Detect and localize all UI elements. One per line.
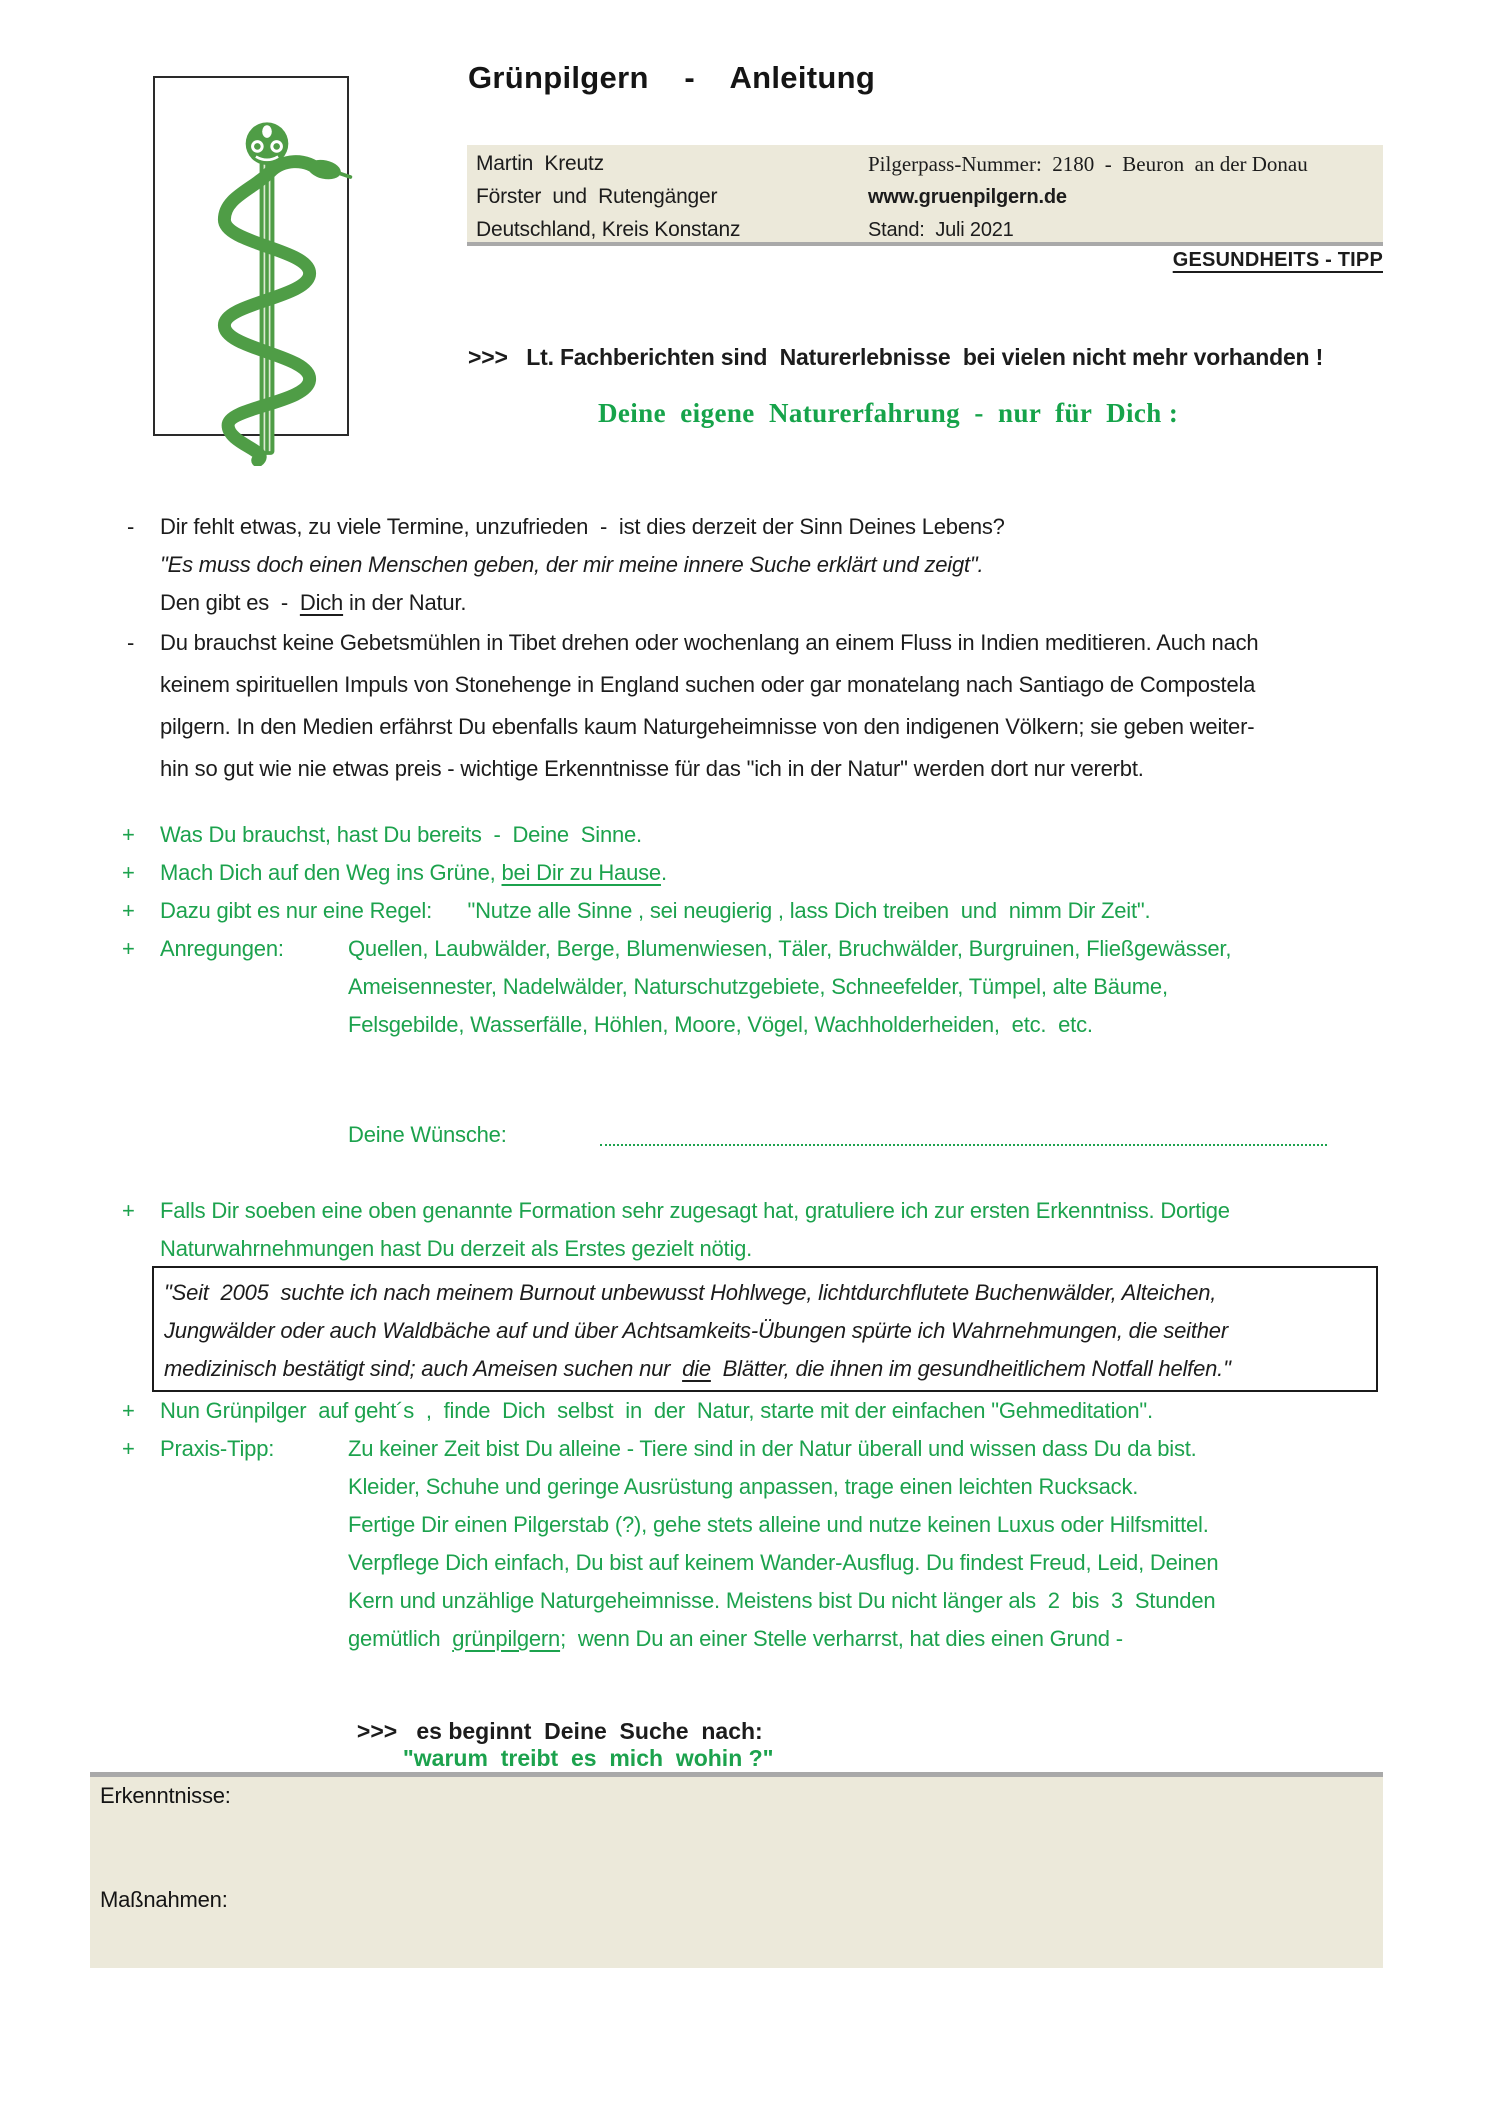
green-line: Verpflege Dich einfach, Du bist auf keinem Wander-Ausflug. Du findest Freud, Leid, Deinen: [348, 1550, 1219, 1575]
footer-box: [90, 1772, 1383, 1968]
green-line: Felsgebilde, Wasserfälle, Höhlen, Moore, Vögel, Wachholderheiden, etc. etc.: [348, 1012, 1093, 1037]
search-line-black: >>> es beginnt Deine Suche nach:: [356, 1718, 763, 1744]
green-line: Falls Dir soeben eine oben genannte Formation sehr zugesagt hat, gratuliere ich zur ersten Erkenntniss. Dortige: [160, 1198, 1230, 1223]
plus-bullet-marker: +: [122, 1398, 135, 1423]
dash-bullet-marker: -: [127, 514, 135, 539]
plus-bullet-marker: +: [122, 860, 135, 885]
massnahmen-label: Maßnahmen:: [100, 1887, 228, 1912]
underlined-word: die: [682, 1356, 711, 1381]
wishes-label: Deine Wünsche:: [348, 1122, 507, 1147]
quote-line: Jungwälder oder auch Waldbäche auf und über Achtsamkeits-Übungen spürte ich Wahrnehmungen, die seither: [164, 1318, 1228, 1343]
contact-name: Martin Kreutz: [476, 152, 604, 175]
quote-box: [152, 1266, 1378, 1392]
plus-bullet-marker: +: [122, 1198, 135, 1223]
green-line: gemütlich grünpilgern; wenn Du an einer Stelle verharrst, hat dies einen Grund -: [348, 1626, 1123, 1651]
underlined-word: grünpilgern: [452, 1626, 561, 1651]
green-line: Quellen, Laubwälder, Berge, Blumenwiesen, Täler, Bruchwälder, Burgruinen, Fließgewässer,: [348, 936, 1232, 961]
praxis-tipp-label: Praxis-Tipp:: [160, 1436, 275, 1461]
green-line: Was Du brauchst, hast Du bereits - Deine Sinne.: [160, 822, 642, 847]
plus-bullet-marker: +: [122, 936, 135, 961]
body-line: Du brauchst keine Gebetsmühlen in Tibet drehen oder wochenlang an einem Fluss in Indien meditieren. Auch nach: [160, 630, 1259, 655]
green-line: Kleider, Schuhe und geringe Ausrüstung anpassen, trage einen leichten Rucksack.: [348, 1474, 1139, 1499]
green-line: Kern und unzählige Naturgeheimnisse. Meistens bist Du nicht länger als 2 bis 3 Stunden: [348, 1588, 1216, 1613]
plus-bullet-marker: +: [122, 1436, 135, 1461]
stand-line: Stand: Juli 2021: [868, 219, 1014, 241]
body-line: pilgern. In den Medien erfährst Du ebenfalls kaum Naturgeheimnisse von den indigenen Völkern; sie geben weiter-: [160, 714, 1255, 739]
logo-box: [153, 76, 349, 436]
wishes-dotted-line: [600, 1128, 1327, 1146]
erkenntnisse-label: Erkenntnisse:: [100, 1783, 231, 1808]
quote-line: medizinisch bestätigt sind; auch Ameisen suchen nur die Blätter, die ihnen im gesundheitlichem Notfall helfen.": [164, 1356, 1231, 1381]
search-line: [348, 1700, 774, 1772]
search-line-green: "warum treibt es mich wohin ?": [402, 1745, 774, 1771]
contact-region: Deutschland, Kreis Konstanz: [476, 218, 741, 241]
rod-of-asclepius-icon: [155, 453, 361, 488]
info-box: [467, 145, 1383, 246]
plus-bullet-marker: +: [122, 822, 135, 847]
plus-bullet-marker: +: [122, 898, 135, 923]
quote-line: "Seit 2005 suchte ich nach meinem Burnout unbewusst Hohlwege, lichtdurchflutete Buchenwälder, Alteichen,: [164, 1280, 1217, 1305]
green-line: Fertige Dir einen Pilgerstab (?), gehe stets alleine und nutze keinen Luxus oder Hilfsmittel.: [348, 1512, 1209, 1537]
green-line: Ameisennester, Nadelwälder, Naturschutzgebiete, Schneefelder, Tümpel, alte Bäume,: [348, 974, 1168, 999]
body-line: keinem spirituellen Impuls von Stonehenge in England suchen oder gar monatelang nach Santiago de Compostela: [160, 672, 1256, 697]
anregungen-label: Anregungen:: [160, 936, 284, 961]
body-line: Dir fehlt etwas, zu viele Termine, unzufrieden - ist dies derzeit der Sinn Deines Lebens?: [160, 514, 1005, 539]
green-line: Dazu gibt es nur eine Regel: "Nutze alle Sinne , sei neugierig , lass Dich treiben und nimm Dir Zeit".: [160, 898, 1151, 923]
body-line-quote: "Es muss doch einen Menschen geben, der mir meine innere Suche erklärt und zeigt".: [160, 552, 984, 577]
headline: Deine eigene Naturerfahrung - nur für Dich :: [598, 398, 1179, 428]
underlined-word: Dich: [299, 590, 344, 615]
body-line: Den gibt es - Dich in der Natur.: [160, 590, 467, 615]
green-line: Naturwahrnehmungen hast Du derzeit als Erstes gezielt nötig.: [160, 1236, 753, 1261]
green-line: Zu keiner Zeit bist Du alleine - Tiere sind in der Natur überall und wissen dass Du da bist.: [348, 1436, 1197, 1461]
notice-line: >>> Lt. Fachberichten sind Naturerlebnisse bei vielen nicht mehr vorhanden !: [468, 344, 1324, 370]
green-line: Mach Dich auf den Weg ins Grüne, bei Dir zu Hause.: [160, 860, 667, 885]
website-text: www.gruenpilgern.de: [868, 186, 1067, 208]
page-title: Grünpilgern - Anleitung: [468, 60, 876, 95]
dash-bullet-marker: -: [127, 630, 135, 655]
underlined-phrase: bei Dir zu Hause: [501, 860, 661, 885]
green-line: Nun Grünpilger auf geht´s , finde Dich selbst in der Natur, starte mit der einfachen "Gehmeditation".: [160, 1398, 1153, 1423]
health-tip-label: GESUNDHEITS - TIPP: [1172, 249, 1383, 271]
pass-number-line: Pilgerpass-Nummer: 2180 - Beuron an der Donau: [868, 152, 1308, 176]
body-line: hin so gut wie nie etwas preis - wichtige Erkenntnisse für das "ich in der Natur" werden dort nur vererbt.: [160, 756, 1144, 781]
contact-role: Förster und Rutengänger: [476, 185, 718, 208]
